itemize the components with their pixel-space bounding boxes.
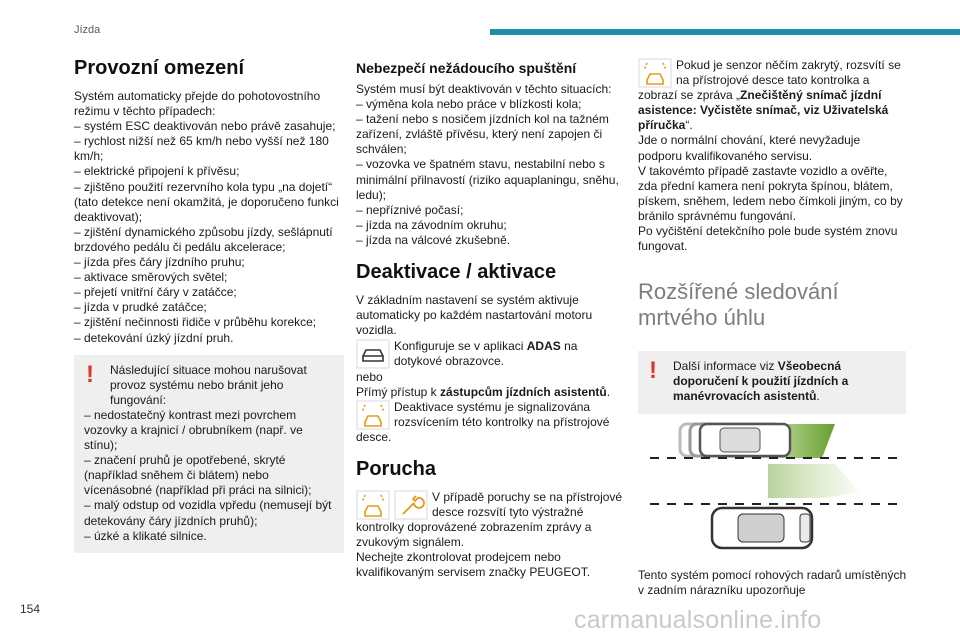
lane-departure-warning-icon [356, 490, 390, 520]
sensor-text-post: “. [685, 118, 693, 133]
page-number: 154 [20, 602, 41, 616]
overtaking-car [680, 424, 790, 456]
list-item: – zjištění nečinnosti řidiče v průběhu korekce; [74, 315, 317, 330]
list-item: – zjištěno použití rezervního kola typu „na dojetí“ (tato detekce není okamžitá, je doporučeno funkci deaktivovat); [74, 179, 339, 224]
heading-unintended-triggering: Nebezpečí nežádoucího spuštění [356, 60, 577, 76]
list-item: – výměna kola nebo práce v blízkosti kola; [356, 97, 582, 112]
header-section-title: Jízda [74, 24, 101, 36]
exclamation-icon: ! [649, 357, 657, 385]
info-text-post: . [816, 389, 820, 404]
lane-departure-warning-icon [356, 400, 390, 430]
list-item: – značení pruhů je opotřebené, skryté (například sněhem či blátem) nebo vícenásobné (například při práci na silnici); [84, 453, 312, 498]
column-operating-limits [74, 56, 344, 553]
adas-app-label: ADAS [526, 339, 561, 354]
wrench-icon [394, 490, 428, 520]
own-car [712, 508, 812, 548]
list-item: – nepříznivé počasí; [356, 202, 464, 217]
blind-spot-illustration [650, 414, 900, 554]
info-box-blind-spot [638, 351, 906, 413]
list-item: – jízda na závodním okruhu; [356, 217, 507, 232]
info-text-pre: Další informace viz [673, 359, 778, 374]
sensor-text-pre: Pokud je senzor něčím zakrytý, rozsvítí se na přístrojové desce tato kontrolka a zobrazí se zpráva „ [638, 58, 901, 103]
heading-extended-blind-spot: Rozšířené sledování mrtvého úhlu [638, 279, 839, 331]
after-cleaning-text: Po vyčištění detekčního pole bude systém znovu fungovat. [638, 224, 898, 254]
fault-row [356, 490, 624, 550]
list-item: – rychlost nižší než 65 km/h nebo vyšší než 180 km/h; [74, 134, 329, 164]
list-item: – vozovka ve špatném stavu, nestabilní nebo s minimální přilnavostí (riziko aquaplaningu, sněhu, ledu); [356, 157, 619, 202]
warning-intro: Následující situace mohou narušovat provoz systému nebo bránit jeho fungování: [110, 362, 307, 407]
fault-text: V případě poruchy se na přístrojové desce rozsvítí tyto výstražné kontrolky doprovázené zobrazením zprávy a zvukovým signálem. [356, 489, 623, 550]
column-sensor-and-blind-spot [638, 58, 906, 414]
list-item: – úzké a klikaté silnice. [84, 528, 207, 543]
configure-text-pre: Konfiguruje se v aplikaci [394, 339, 527, 354]
stop-vehicle-text: V takovémto případě zastavte vozidlo a ověřte, zda přední kamera není pokryta špínou, blátem, pískem, sněhem, ledem nebo čímkoli jiným, co by bránilo správnému fungování. [638, 163, 903, 223]
deactivation-signal-text: Deaktivace systému je signalizována rozsvícením této kontrolky na přístrojové desce. [356, 399, 610, 444]
lane-departure-warning-icon [638, 58, 672, 88]
list-item: – přejetí vnitřní čáry v zatáčce; [74, 285, 237, 300]
watermark: carmanualsonline.info [574, 606, 822, 634]
list-item: – tažení nebo s nosičem jízdních kol na tažném zařízení, zvláště přívěsu, který není zapojen či schválen; [356, 112, 609, 157]
fault-advice-text: Nechejte zkontrolovat prodejcem nebo kvalifikovaným servisem značky PEUGEOT. [356, 550, 591, 580]
list-item: – elektrické připojení k přívěsu; [74, 164, 240, 179]
unintended-intro: Systém musí být deaktivován v těchto situacích: [356, 82, 612, 96]
configure-text-post: na dotykové obrazovce. [394, 339, 578, 369]
general-recommendations-link: Všeobecná doporučení k použití jízdních a manévrovacích asistentů [673, 359, 849, 404]
sensor-row [638, 58, 906, 133]
normal-behaviour-text: Jde o normální chování, které nevyžaduje podporu kvalifikovaného servisu. [638, 133, 861, 163]
activation-intro: V základním nastavení se systém aktivuje automaticky po každém nastartování motoru vozidla. [356, 293, 593, 338]
deactivation-row [356, 400, 624, 445]
operating-limits-intro: Systém automaticky přejde do pohotovostního režimu v těchto případech: [74, 89, 321, 119]
list-item: – nedostatečný kontrast mezi povrchem vozovky a krajnicí / obrubníkem (např. ve stínu); [84, 407, 303, 453]
column-activation [356, 60, 624, 581]
configure-row [356, 339, 624, 369]
header-accent-bar [490, 29, 960, 35]
warning-box-limits [74, 355, 344, 553]
bottom-text: Tento systém pomocí rohových radarů umístěných v zadním nárazníku upozorňuje [638, 568, 907, 598]
heading-fault: Porucha [356, 457, 437, 480]
car-icon [356, 339, 390, 369]
list-item: – jízda přes čáry jízdního pruhu; [74, 255, 245, 270]
direct-access-pre: Přímý přístup k [356, 384, 441, 399]
list-item: – detekování úzký jízdní pruh. [74, 330, 234, 345]
or-text: nebo [356, 369, 383, 384]
list-item: – malý odstup od vozidla vpředu (nemusejí být detekovány čáry jízdních pruhů); [84, 498, 332, 528]
driving-assist-shortcuts-label: zástupcům jízdních asistentů [440, 384, 607, 399]
heading-operating-limits: Provozní omezení [74, 57, 245, 79]
list-item: – zjištění dynamického způsobu jízdy, sešlápnutí brzdového pedálu či pedálu akcelerace; [74, 224, 333, 254]
list-item: – aktivace směrových světel; [74, 270, 228, 285]
list-item: – systém ESC deaktivován nebo právě zasahuje; [74, 119, 336, 134]
detection-zone [768, 464, 860, 498]
list-item: – jízda na válcové zkušebně. [356, 232, 511, 247]
list-item: – jízda v prudké zatáčce; [74, 300, 207, 315]
sensor-message: Znečištěný snímač jízdní asistence: Vyčistěte snímač, viz Uživatelská příručka [638, 88, 889, 133]
heading-deactivation-activation: Deaktivace / aktivace [356, 261, 557, 284]
direct-access-post: . [606, 384, 611, 399]
exclamation-icon: ! [86, 360, 94, 388]
